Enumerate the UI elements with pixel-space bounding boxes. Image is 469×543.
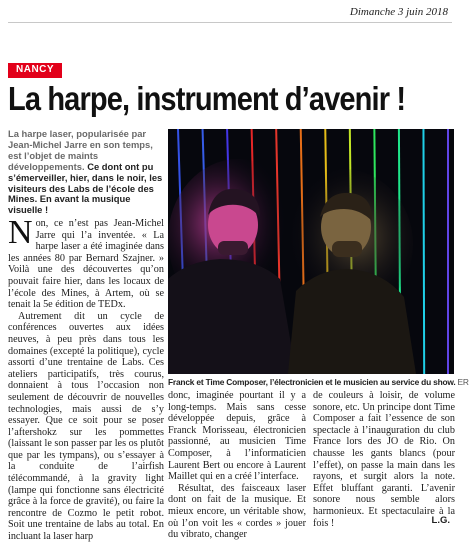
lead-dark: Ce dont ont pu s’émerveiller, hier, dans le noir, les visiteurs des Labs de l’école des Mines. En avant la musique visuelle ! [8, 160, 163, 216]
top-rule [8, 22, 452, 23]
column-3 [313, 390, 455, 529]
column-2 [168, 390, 306, 541]
photo-laser-harp[interactable] [168, 129, 454, 374]
col1-paragraph-2: Autrement dit un cycle de conférences ouvertes aux idées neuves, à peu près dans tous les domaines (excepté la politique), cycle assorti d’une trentaine de Labs. Ces ateliers participatifs, très courus, donnaient à tous l’occasion non seulement de découvrir de nouvelles technologies, mais aussi de s’y essayer. Que ce soit pour se poser l’aftershokz sur les pommettes (laissant le son passer par les os plutôt que par les tympans), ou s’essayer à la conduite de l’airfish télécommandé, à la gravity light (lampe qui fonctionne sans électricité grâce à la force de gravité), ou faire la rencontre de Cozmo le petit robot. Soit une trentaine de labs au total. En incluant la laser harp [8, 310, 164, 543]
col1-paragraph-1 [8, 214, 164, 311]
photo-credit: ER [457, 377, 469, 387]
author-signature: L.G. [431, 515, 450, 526]
caption-text: Franck et Time Composer, l’électronicien et le musicien au service du show. [168, 377, 456, 387]
headline: La harpe, instrument d’avenir ! [8, 80, 406, 117]
col2-paragraph-2: Résultat, des faisceaux laser dont on fait de la musique. Et mieux encore, un véritable show, où l’on voit les « cordes » jouer du vibrato, changer [168, 482, 306, 541]
date-line: Dimanche 3 juin 2018 [349, 6, 448, 18]
column-1 [8, 214, 164, 543]
col2-paragraph-1: donc, imaginée pourtant il y a long-temps. Mais sans cesse développée depuis, grâce à Franck Morisseau, électronicien passionné, au musicien Time Composer, à l’informaticien Laurent Bert ou encore à Laurent Maillet qui en a créé l’interface. [168, 390, 306, 483]
lead-grey: La harpe laser, popularisée par Jean-Michel Jarre en son temps, est l’objet de maints développements. [8, 128, 153, 172]
dropcap: N [8, 214, 33, 251]
laser-harp-illustration [168, 129, 454, 374]
photo-caption [168, 377, 469, 387]
col3-paragraph-1: de couleurs à loisir, de volume sonore, etc. Un principe dont Time Composer a fait l’essence de son spectacle à l’inauguration du club France lors des JO de Rio. On chausse les gants blancs (pour l’effet), on passe la main dans les rayons, et surgit alors la note. Effet bluffant garanti. L’avenir sonore nous semble alors harmonieux. Et spectaculaire à la fois ! [313, 390, 455, 529]
laser-beam [423, 129, 424, 374]
section-tag[interactable]: NANCY [8, 63, 62, 78]
col1-p1-text: on, ce n’est pas Jean-Michel Jarre qui l’a inventée. « La harpe laser a été imaginée dans les années 80 par Bernard Szajner. » Voilà une des découvertes qu’on pouvait faire hier, dans les locaux de l’école des Mines, à Artem, où se tenait la 5e édition de TEDx. [8, 218, 164, 311]
article-lead [8, 129, 164, 216]
